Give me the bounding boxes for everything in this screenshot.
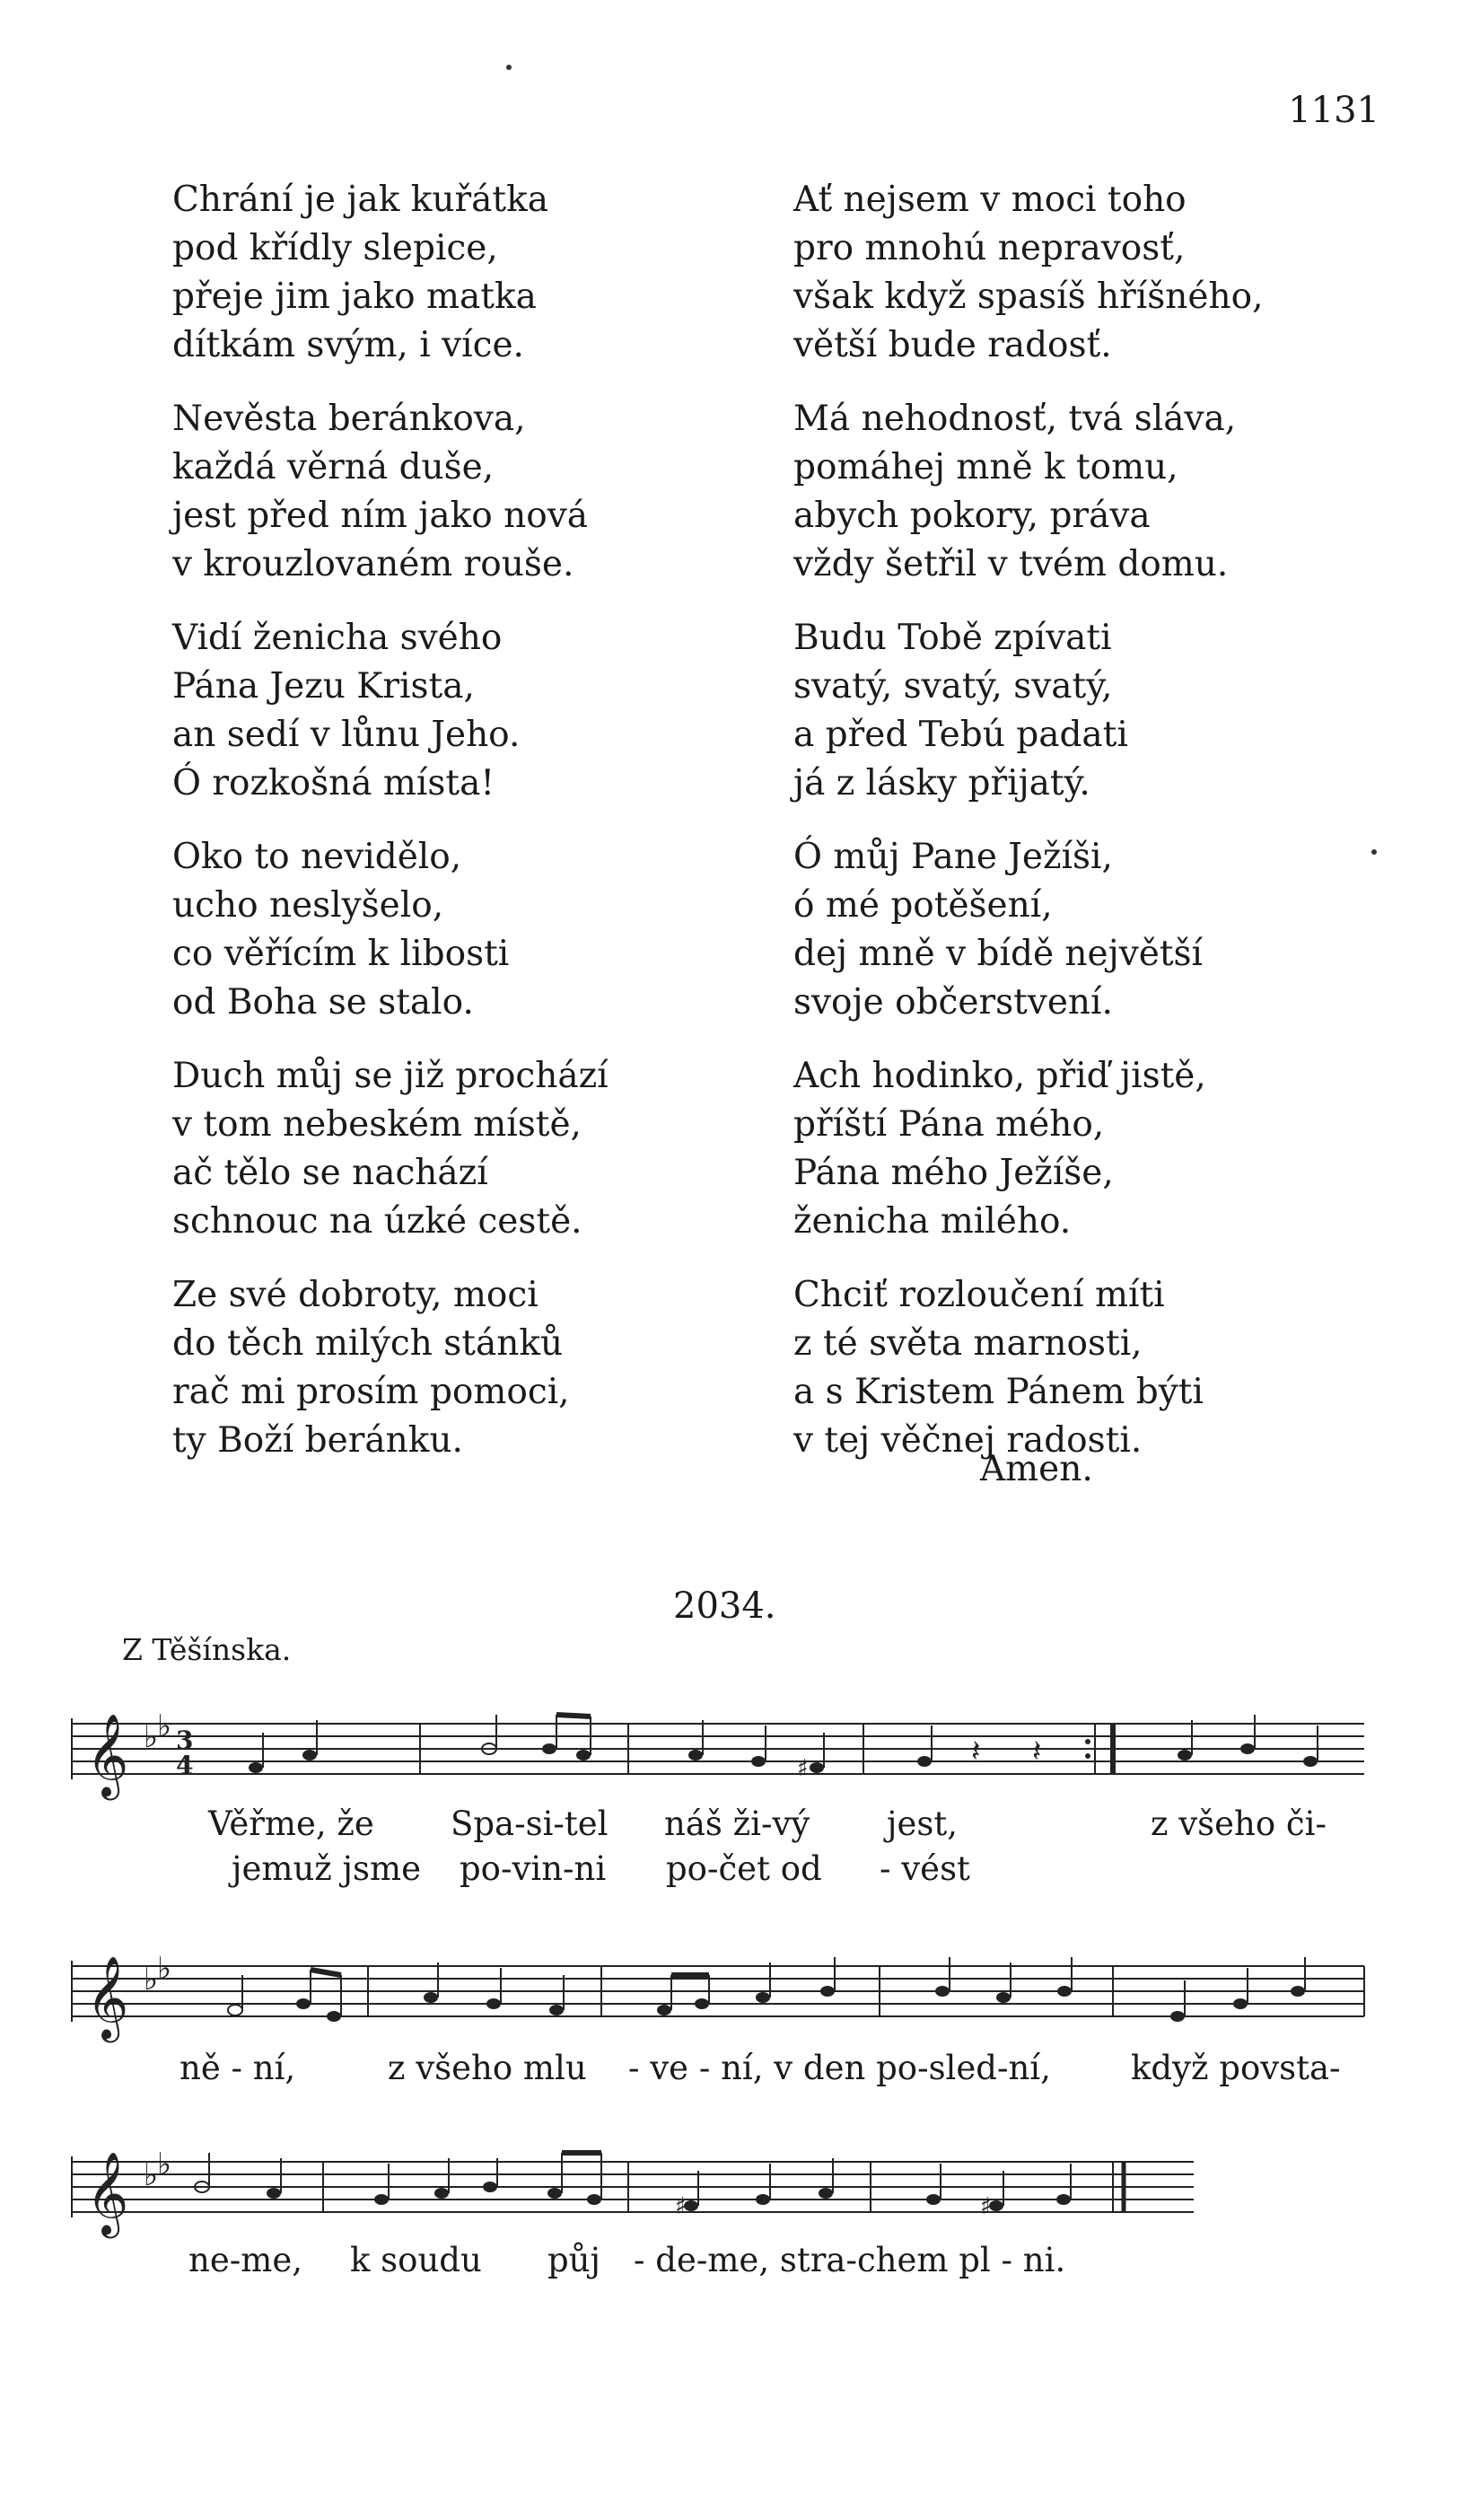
verse-line: Chrání je jak kuřátka (172, 180, 548, 220)
verse-line: Ach hodinko, přiď jistě, (793, 1056, 1206, 1096)
verse-line: an sedí v lůnu Jeho. (172, 715, 521, 755)
left-column (172, 176, 609, 1490)
svg-text:♭: ♭ (144, 2157, 159, 2193)
verse-line: vždy šetřil v tvém domu. (793, 544, 1229, 584)
stanza (793, 833, 1263, 1027)
verse-line: pro mnohú nepravosť, (793, 228, 1186, 268)
stanza (793, 1052, 1263, 1246)
verse-line: Duch můj se již prochází (172, 1056, 609, 1096)
music-system-2 (0, 1948, 1480, 2092)
verse-line: ucho neslyšelo, (172, 885, 444, 926)
svg-text:♯: ♯ (675, 2193, 687, 2220)
time-signature-bottom: 4 (176, 1751, 194, 1780)
svg-text:𝄞: 𝄞 (86, 1955, 129, 2039)
verse-line: Má nehodnosť, tvá sláva, (793, 399, 1237, 439)
verse-line: dítkám svým, i více. (172, 325, 524, 365)
verse-line: Ó rozkošná místa! (172, 763, 495, 803)
svg-text:♯: ♯ (980, 2193, 992, 2220)
print-speck (506, 65, 512, 70)
svg-text:♭: ♭ (144, 1719, 159, 1755)
verse-line: rač mi prosím pomoci, (172, 1372, 570, 1412)
stanza (172, 614, 609, 808)
stanza (172, 395, 609, 589)
verse-line: já z lásky přijatý. (793, 763, 1090, 803)
verse-line: pomáhej mně k tomu, (793, 447, 1178, 487)
svg-text:♯: ♯ (797, 1755, 809, 1782)
stanza (793, 176, 1263, 370)
stanza (793, 395, 1263, 589)
svg-text:♭: ♭ (157, 1951, 172, 1987)
lyric-syllable: jest, (887, 1804, 958, 1843)
svg-text:♭: ♭ (157, 2147, 172, 2182)
verse-line: větší bude radosť. (793, 325, 1112, 365)
staff-3 (0, 2144, 1480, 2252)
lyric-syllable: z všeho či- (1151, 1804, 1327, 1843)
lyric-syllable: jemuž jsme (232, 1849, 421, 1888)
verse-line: a s Kristem Pánem býti (793, 1372, 1204, 1412)
verse-line: a před Tebú padati (793, 715, 1128, 755)
lyric-syllable: Věřme, že (208, 1804, 374, 1843)
lyric-syllable: Spa-si-tel (451, 1804, 609, 1843)
verse-line: z té světa marnosti, (793, 1323, 1143, 1364)
song-origin: Z Těšínska. (122, 1632, 292, 1667)
verse-line: v tej věčnej radosti. (793, 1420, 1143, 1461)
lyric-syllable: po-čet od (666, 1849, 822, 1888)
music-system-1 (0, 1706, 1480, 1912)
verse-line: do těch milých stánků (172, 1323, 564, 1364)
stanza (172, 833, 609, 1027)
verse-line: svoje občerstvení. (793, 982, 1113, 1023)
amen-text: Amen. (980, 1449, 1093, 1489)
lyric-syllable: z všeho mlu (388, 2049, 587, 2087)
verse-line: příští Pána mého, (793, 1104, 1105, 1145)
verse-line: abych pokory, práva (793, 496, 1151, 536)
verse-line: od Boha se stalo. (172, 982, 474, 1023)
stanza (793, 614, 1263, 808)
lyric-syllable: - de-me, stra-chem pl - ni. (634, 2241, 1066, 2279)
verse-line: ač tělo se nachází (172, 1153, 488, 1193)
svg-text:𝄞: 𝄞 (86, 1713, 129, 1796)
verse-line: Budu Tobě zpívati (793, 618, 1112, 658)
music-system-3 (0, 2144, 1480, 2305)
verse-line: Nevěsta beránkova, (172, 399, 526, 439)
lyric-syllable: ne-me, (188, 2241, 302, 2279)
lyric-syllable: - vést (880, 1849, 970, 1888)
lyric-syllable: když povsta- (1131, 2049, 1341, 2087)
svg-text:♭: ♭ (157, 1708, 172, 1744)
verse-line: každá věrná duše, (172, 447, 495, 487)
time-signature-top: 3 (176, 1725, 194, 1755)
svg-text:𝄽: 𝄽 (971, 1734, 981, 1769)
verse-line: Pána Jezu Krista, (172, 666, 475, 707)
lyric-syllable: po-vin-ni (460, 1849, 607, 1888)
verse-line: ó mé potěšení, (793, 885, 1053, 926)
svg-text:♭: ♭ (144, 1962, 159, 1998)
print-speck (1371, 849, 1377, 855)
verse-line: Ze své dobroty, moci (172, 1275, 539, 1315)
verse-line: Ó můj Pane Ježíši, (793, 837, 1113, 877)
stanza (793, 1271, 1263, 1465)
verse-line: Pána mého Ježíše, (793, 1153, 1114, 1193)
lyric-syllable: náš ži-vý (664, 1804, 810, 1843)
svg-text:𝄞: 𝄞 (86, 2151, 129, 2235)
lyric-syllable: k soudu (350, 2241, 482, 2279)
stanza (172, 176, 609, 370)
stanza (172, 1271, 609, 1465)
verse-line: v tom nebeském místě, (172, 1104, 582, 1145)
lyric-syllable: ně - ní, (180, 2049, 296, 2087)
stanza (172, 1052, 609, 1246)
verse-line: dej mně v bídě největší (793, 934, 1203, 974)
verse-line: jest před ním jako nová (172, 496, 589, 536)
verse-line: však když spasíš hříšného, (793, 277, 1264, 317)
verse-line: Ať nejsem v moci toho (793, 180, 1187, 220)
lyric-syllable: - ve - ní, v den po-sled-ní, (628, 2049, 1051, 2087)
verse-line: v krouzlovaném rouše. (172, 544, 574, 584)
verse-line: co věřícím k libosti (172, 934, 510, 974)
verse-line: ženicha milého. (793, 1201, 1072, 1242)
lyric-syllable: půj (547, 2241, 600, 2279)
song-number: 2034. (673, 1585, 776, 1627)
verse-line: pod křídly slepice, (172, 228, 498, 268)
verse-line: Oko to nevidělo, (172, 837, 462, 877)
verse-line: svatý, svatý, svatý, (793, 666, 1113, 707)
verse-line: Chciť rozloučení míti (793, 1275, 1165, 1315)
verse-line: přeje jim jako matka (172, 277, 537, 317)
verse-line: ty Boží beránku. (172, 1420, 463, 1461)
verse-line: Vidí ženicha svého (172, 618, 503, 658)
page-number: 1131 (1288, 90, 1379, 131)
verse-line: schnouc na úzké cestě. (172, 1201, 582, 1242)
svg-text:𝄽: 𝄽 (1032, 1734, 1042, 1769)
right-column (793, 176, 1263, 1490)
